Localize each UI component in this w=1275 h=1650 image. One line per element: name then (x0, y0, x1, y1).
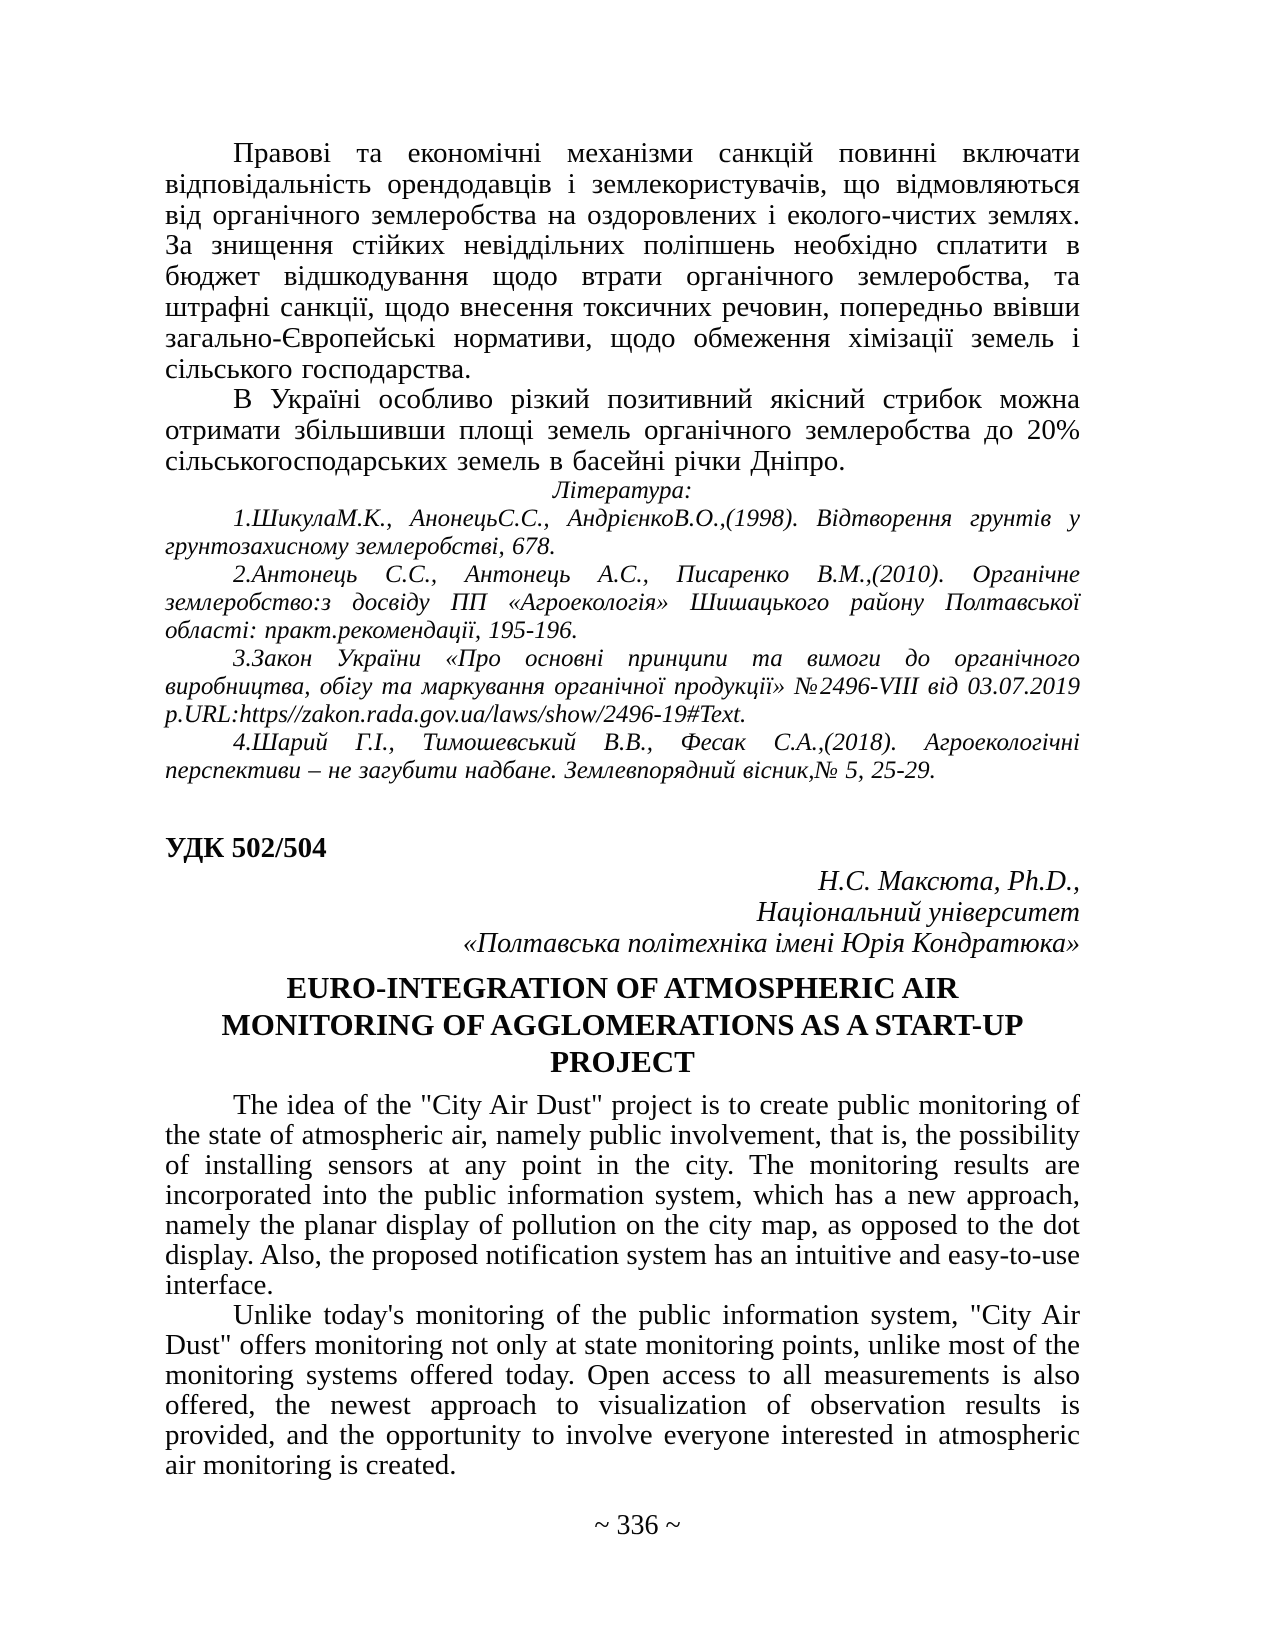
paragraph-sanction-mechanisms: Правові та економічні механізми санкцій повинні включати відповідальність орендодавців і землекористувачів, що відмовляються від органічного землеробства на оздоровлених і еколого-чистих землях. За знищення стійких невіддільних поліпшень необхідно сплатити в бюджет відшкодування щодо втрати органічного землеробства, та штрафні санкції, щодо внесення токсичних речовин, попередньо ввівши загально-Європейські нормативи, щодо обмеження хімізації земель і сільського господарства. (165, 137, 1080, 385)
article-title (165, 969, 1080, 1080)
reference-item: 4.Шарий Г.І., Тимошевський В.В., Фесак С.А.,(2018). Агроекологічні перспективи – не загубити надбане. Землевпорядний вісник,№ 5, 25-29. (165, 728, 1080, 784)
article-section (165, 833, 1080, 1480)
article-title-line: EURO-INTEGRATION OF ATMOSPHERIC AIR (286, 969, 959, 1005)
reference-item: 3.Закон України «Про основні принципи та вимоги до органічного виробництва, обігу та маркування органічної продукції» №2496-VIII від 03.07.2019 р.URL:https//zakon.rada.gov.ua/laws/show/2496-19#Text. (165, 644, 1080, 728)
paragraph-city-air-dust-idea: The idea of the "City Air Dust" project is to create public monitoring of the state of atmospheric air, namely public involvement, that is, the possibility of installing sensors at any point in the city. The monitoring results are incorporated into the public information system, which has a new approach, namely the planar display of pollution on the city map, as opposed to the dot display. Also, the proposed notification system has an intuitive and easy-to-use interface. (165, 1088, 1080, 1301)
page-number: ~ 336 ~ (594, 1510, 681, 1541)
article-title-line: MONITORING OF AGGLOMERATIONS AS A START-UP (221, 1006, 1024, 1042)
reference-item: 2.Антонець С.С., Антонець А.С., Писаренко В.М.,(2010). Органічне землеробство:з досвіду ПП «Агроекологія» Шишацького району Полтавської області: практ.рекомендації, 195-196. (165, 560, 1080, 644)
udc-code: УДК 502/504 (165, 831, 327, 864)
author-affiliation: «Полтавська політехніка імені Юрія Кондратюка» (462, 927, 1080, 959)
author-affiliation: Національний університет (756, 896, 1080, 928)
byline-block (165, 866, 1080, 959)
paragraph-city-air-dust-advantages: Unlike today's monitoring of the public information system, "City Air Dust" offers monitoring not only at state monitoring points, unlike most of the monitoring systems offered today. Open access to all measurements is also offered, the newest approach to visualization of observation results is provided, and the opportunity to involve everyone interested in atmospheric air monitoring is created. (165, 1298, 1080, 1481)
reference-item: 1.ШикулаМ.К., АнонецьС.С., АндрієнкоВ.О.,(1998). Відтворення грунтів у грунтозахисному землеробстві, 678. (165, 504, 1080, 560)
article-title-line: PROJECT (550, 1043, 695, 1079)
author-name: Н.С. Максюта, Ph.D., (818, 865, 1080, 897)
literature-heading: Література: (552, 476, 693, 504)
reference-list (165, 505, 1080, 785)
previous-article-section (165, 138, 1080, 785)
paragraph-ukraine-organic-farming: В Україні особливо різкий позитивний якісний стрибок можна отримати збільшивши площі земель органічного землеробства до 20% сільськогосподарських земель в басейні річки Дніпро. (165, 383, 1080, 477)
page-content (165, 138, 1080, 1480)
